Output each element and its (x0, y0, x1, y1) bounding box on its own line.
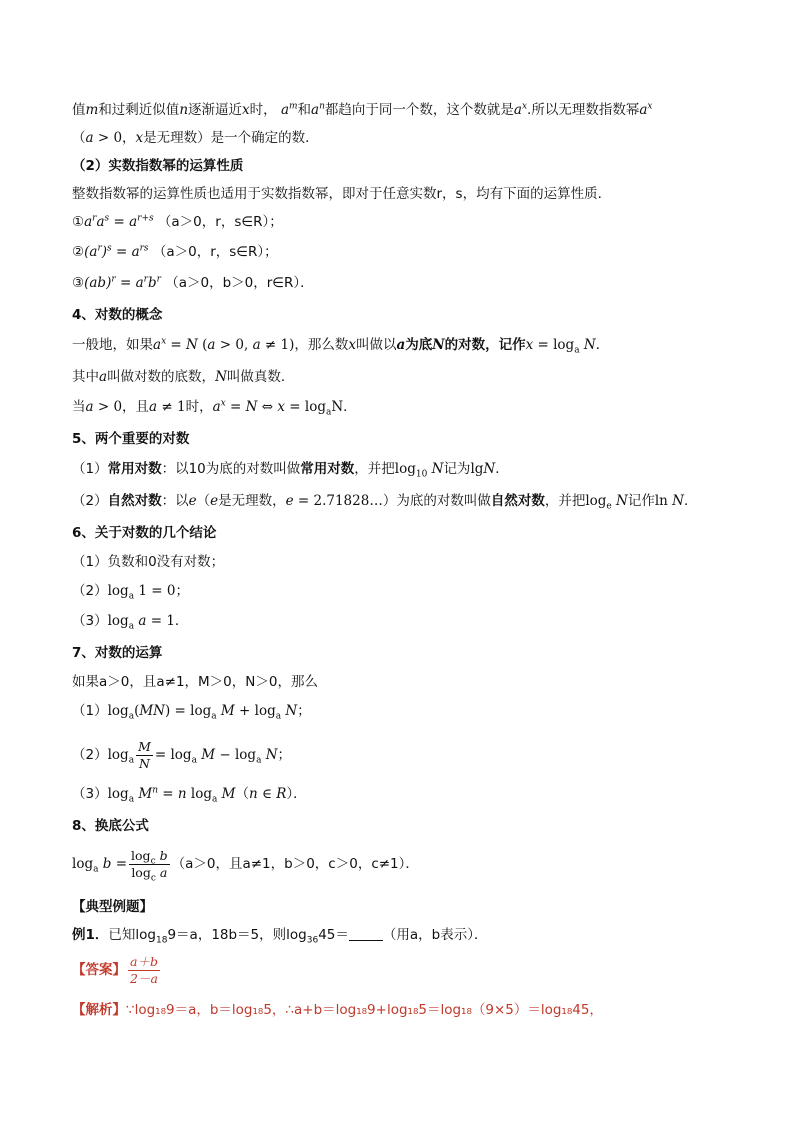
text: ， (122, 130, 136, 146)
section-title: 5、两个重要的对数 (72, 431, 190, 447)
text: 其中 (72, 369, 99, 385)
text: 的对数，记作 (444, 337, 526, 353)
log-rule-1: $(1)\log_a(MN) = \log_a M + \log_a N$； (72, 703, 311, 722)
property-2: $②(a^r)^s = a^{rs}$ （a＞0，r，s∈R）； (72, 243, 278, 260)
analysis-tag: 【解析】 (72, 1002, 126, 1018)
section-title: （2）实数指数幂的运算性质 (72, 158, 244, 174)
text: 9＝a，18b＝5，则log (167, 927, 307, 943)
section-title: 4、对数的概念 (72, 307, 163, 323)
text: （ (196, 493, 211, 509)
section-title: 7、对数的运算 (72, 645, 163, 661)
text: （a＞0，且a≠1，b＞0，c＞0，c≠1）． (171, 856, 419, 872)
text: 叫做对数的底数， (107, 369, 216, 385)
answer-numerator: a＋b (130, 953, 158, 969)
section-title: 【典型例题】 (72, 899, 153, 915)
log-rule-2: $(2)\log_a$ $\frac{M}{N}$ = $\log_a M - \log_a N$； (72, 738, 292, 771)
text: 常用对数 (300, 461, 355, 477)
sec7-intro: 如果a＞0，且a≠1，M＞0，N＞0，那么 (72, 674, 318, 690)
text: （ (72, 130, 86, 146)
text: ：以 (161, 493, 189, 509)
text: 叫做以 (356, 337, 397, 353)
text: 和过剩近似值 (98, 102, 180, 118)
text: 都趋向于同一个数，这个数就是 (324, 102, 514, 118)
text: 是无理数， (218, 493, 286, 509)
text: 时， (249, 102, 277, 118)
text: 自然对数 (490, 493, 545, 509)
text: 一般地，如果 (72, 337, 153, 353)
text: 叫做真数． (226, 369, 295, 385)
text: 是无理数）是一个确定的数． (143, 130, 319, 146)
answer-tag: 【答案】 (72, 962, 126, 978)
sec4-line1: 一般地，如果$a^x = N$ (a > 0, a ≠ 1)，那么数x叫做以a为底N的对数，记作$x = \log_a N$． (72, 336, 610, 356)
text: 常用对数 (107, 461, 162, 477)
text: （a＞0，r，s∈R）； (152, 244, 278, 260)
text: （3） (72, 786, 108, 802)
text: ，并把 (354, 461, 395, 477)
text: 值 (72, 102, 86, 118)
text: 为底 (405, 337, 433, 353)
sec4-line3: 当a > 0，且a ≠ 1时，$a^x = N$ ⇔ $x = \log_aN$． (72, 398, 357, 418)
section-title: 6、关于对数的几个结论 (72, 525, 217, 541)
text: 时， (185, 399, 213, 415)
text: （2） (72, 583, 108, 599)
text: ：以10为底的对数叫做 (161, 461, 301, 477)
text: （a＞0，r，s∈R）； (157, 214, 283, 230)
example-1: 例1．已知$\log_{18}9=a$，18b＝5，则$\log_{36}45=$ （用a，b表示）． (72, 927, 488, 946)
text: 记为 (443, 461, 471, 477)
answer-blank (349, 926, 383, 941)
sec2-intro: 整数指数幂的运算性质也适用于实数指数幂，即对于任意实数r，s，均有下面的运算性质． (72, 186, 612, 202)
para1-line2: （a > 0，x是无理数）是一个确定的数． (72, 130, 319, 146)
sec4-line2: 其中a叫做对数的底数，N叫做真数． (72, 369, 295, 385)
para1-line1: 值m和过剩近似值n逐渐逼近x时， $a^m$和$a^n$都趋向于同一个数，这个数就是$a^x$.所以无理数指数幂$a^x$ (72, 101, 653, 118)
text: （1） (72, 703, 108, 719)
text: （用a，b表示）． (382, 927, 488, 943)
sec5-line1: （1）常用对数：以10为底的对数叫做常用对数，并把$\log_{10} N$记为lgN． (72, 461, 509, 480)
analysis-line (72, 1000, 603, 1020)
change-of-base-formula: $\log_a b$ = $\frac{\log_c b}{\log_c a}$ （a＞0，且a≠1，b＞0，c＞0，c≠1）． (72, 847, 419, 883)
text: （2） (72, 493, 108, 509)
answer-line (72, 951, 162, 989)
text: .所以无理数指数幂 (527, 102, 640, 118)
analysis-text: ∵log₁₈9＝a，b＝log₁₈5，∴a+b＝log₁₈9+log₁₈5＝log₁₈（9×5）＝log₁₈45， (126, 1002, 603, 1018)
conclusion-3: $(3)\log_a$ a = 1． (72, 613, 189, 632)
text: 逐渐逼近 (188, 102, 243, 118)
log-rule-3: $(3)\log_a$ $M^n = n$ $\log_a M(n$ ∈ R）． (72, 785, 307, 805)
section-title: 8、换底公式 (72, 818, 149, 834)
text: （1） (72, 461, 108, 477)
text: （2） (72, 747, 108, 763)
text: 自然对数 (107, 493, 162, 509)
text: （3） (72, 613, 108, 629)
answer-denominator: 2－a (130, 970, 158, 986)
text: 当 (72, 399, 86, 415)
text: 45＝ (318, 927, 349, 943)
text: ，并把 (544, 493, 586, 509)
text: 和 (297, 102, 312, 118)
conclusion-2: $(2)\log_a$ 1 = 0； (72, 583, 189, 602)
sec5-line2: （2）自然对数：以e（e是无理数，e = 2.71828…）为底的对数叫做自然对数，并把$\log_e N$记作ln N． (72, 493, 698, 512)
property-1: $①a^ra^s = a^{r+s}$ （a＞0，r，s∈R）； (72, 213, 283, 230)
text: 记作 (627, 493, 655, 509)
text: 已知log (108, 927, 156, 943)
text: ，且 (122, 399, 150, 415)
text: （a＞0，b＞0，r∈R）． (165, 275, 314, 291)
property-3: ③(ab)$^r$ = $a^rb^r$ （a＞0，b＞0，r∈R）． (72, 274, 314, 291)
text: 例1． (72, 927, 109, 943)
text: ，那么数 (294, 337, 349, 353)
text: ）为底的对数叫做 (382, 493, 491, 509)
conclusion-1: （1）负数和0没有对数； (72, 554, 225, 570)
